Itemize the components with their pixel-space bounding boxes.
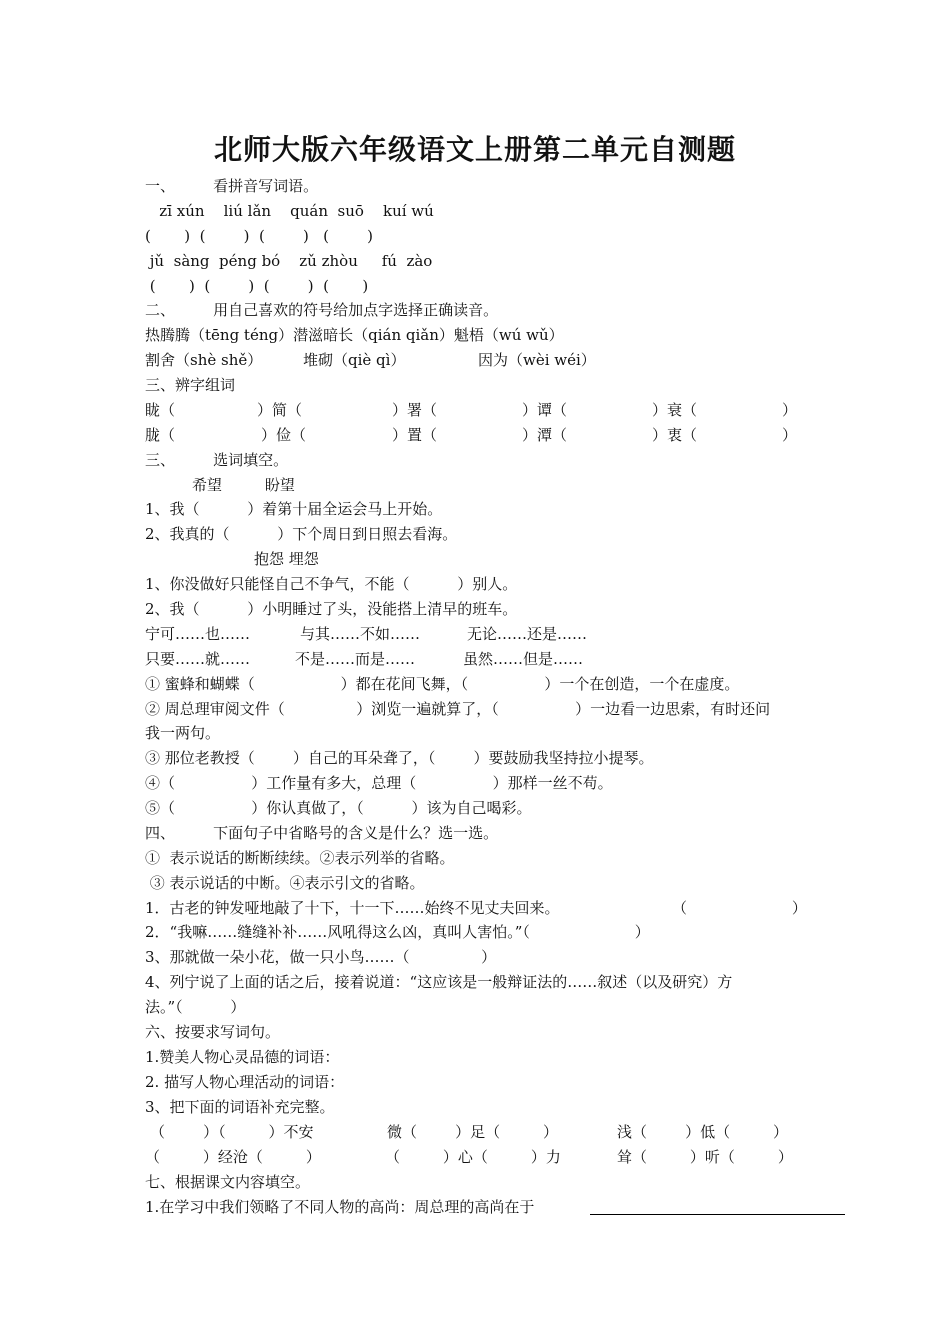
word-question: 1.赞美人物心灵品德的词语：: [145, 1048, 340, 1066]
idiom-item: 浅（ ）低（ ）: [617, 1123, 789, 1141]
word-question: 2. 描写人物心理活动的词语：: [145, 1073, 345, 1091]
idiom-item: （ ）经沧（ ）: [145, 1148, 321, 1166]
fill-sentence: ③ 那位老教授（ ）自己的耳朵聋了，（ ）要鼓励我坚持拉小提琴。: [145, 749, 654, 767]
content-question: 1.在学习中我们领略了不同人物的高尚：周总理的高尚在于: [145, 1198, 535, 1216]
fill-question: 1、你没做好只能怪自己不争气，不能（ ）别人。: [145, 575, 518, 593]
char-item: ）衰（: [652, 401, 698, 419]
reading-item: 割舍（shè shě）: [145, 351, 263, 369]
answer-underline: [590, 1214, 845, 1215]
idiom-item: （ ）（ ）不安: [150, 1123, 314, 1141]
blanks-row-1: ( ) ( ) ( ) ( ): [145, 227, 374, 245]
conjunction: 与其……不如……: [300, 625, 421, 643]
fill-question: 2、我（ ）小明睡过了头，没能搭上清早的班车。: [145, 600, 518, 618]
pinyin-row-2: jǔ sàng péng bó zǔ zhòu fú zào: [145, 252, 433, 270]
section7-heading: 七、根据课文内容填空。: [145, 1173, 311, 1191]
char-item: ）俭（: [261, 426, 307, 444]
char-item: ）: [782, 401, 798, 419]
answer-blank: （ ）: [672, 899, 807, 917]
fill-question: 2、我真的（ ）下个周日到日照去看海。: [145, 525, 458, 543]
section2-heading: 二、 用自己喜欢的符号给加点字选择正确读音。: [145, 301, 499, 319]
ellipsis-question: 4、列宁说了上面的话之后，接着说道：“这应该是一般辩证法的……叙述（以及研究）方: [145, 973, 733, 991]
char-item: ）置（: [392, 426, 438, 444]
ellipsis-question: 1．古老的钟发哑地敲了十下，十一下……始终不见丈夫回来。: [145, 899, 560, 917]
page-title: 北师大版六年级语文上册第二单元自测题: [213, 133, 736, 166]
fill-sentence-continued: 我一两句。: [145, 724, 221, 742]
reading-item: 因为（wèi wéi）: [478, 351, 596, 369]
char-item: 胧（: [145, 426, 176, 444]
section6-heading: 六、按要求写词句。: [145, 1023, 281, 1041]
fill-sentence: ① 蜜蜂和蝴蝶（ ）都在花间飞舞，（ ）一个在创造，一个在虚度。: [145, 675, 740, 693]
char-item: ）衷（: [652, 426, 698, 444]
idiom-item: 微（ ）足（ ）: [387, 1123, 559, 1141]
section2-line1: 热腾腾（tēng téng）潜滋暗长（qián qiǎn）魁梧（wú wǔ）: [145, 326, 564, 344]
ellipsis-options-2: ③ 表示说话的中断。④表示引文的省略。: [145, 874, 425, 892]
ellipsis-question: 3、那就做一朵小花，做一只小鸟……（ ）: [145, 948, 497, 966]
section1-heading: 一、 看拼音写词语。: [145, 177, 319, 195]
char-item: ）谭（: [522, 401, 568, 419]
char-item: ）署（: [392, 401, 438, 419]
char-item: ）简（: [257, 401, 303, 419]
idiom-item: 耸（ ）听（ ）: [617, 1148, 793, 1166]
char-item: 眬（: [145, 401, 176, 419]
section3-heading: 三、辨字组词: [145, 376, 236, 394]
ellipsis-options-1: ① 表示说话的断断续续。②表示列举的省略。: [145, 849, 455, 867]
ellipsis-question: 2．“我嘛……缝缝补补……风吼得这么凶，真叫人害怕。”（ ）: [145, 923, 650, 941]
word-choices-2: 抱怨 埋怨: [254, 550, 319, 568]
conjunction: 虽然……但是……: [463, 650, 584, 668]
word-question: 3、把下面的词语补充完整。: [145, 1098, 335, 1116]
fill-sentence: ④（ ）工作量有多大，总理（ ）那样一丝不苟。: [145, 774, 613, 792]
fill-sentence: ⑤（ ）你认真做了，（ ）该为自己喝彩。: [145, 799, 532, 817]
idiom-item: （ ）心（ ）力: [385, 1148, 561, 1166]
section5-heading: 四、 下面句子中省略号的含义是什么？选一选。: [145, 824, 499, 842]
pinyin-row-1: zī xún liú lǎn quán suō kuí wú: [145, 202, 434, 220]
conjunction: 无论……还是……: [467, 625, 588, 643]
conjunction: 不是……而是……: [295, 650, 416, 668]
fill-question: 1、我（ ）着第十届全运会马上开始。: [145, 500, 443, 518]
conjunction: 只要……就……: [145, 650, 251, 668]
section4-heading: 三、 选词填空。: [145, 451, 289, 469]
reading-item: 堆砌（qiè qì）: [303, 351, 406, 369]
word-choices-1: 希望 盼望: [192, 476, 295, 494]
fill-sentence: ② 周总理审阅文件（ ）浏览一遍就算了，（ ）一边看一边思索，有时还问: [145, 700, 771, 718]
ellipsis-question-continued: 法。”（ ）: [145, 998, 246, 1016]
conjunction: 宁可……也……: [145, 625, 251, 643]
char-item: ）: [782, 426, 798, 444]
char-item: ）潭（: [522, 426, 568, 444]
blanks-row-2: ( ) ( ) ( ) ( ): [145, 277, 369, 295]
